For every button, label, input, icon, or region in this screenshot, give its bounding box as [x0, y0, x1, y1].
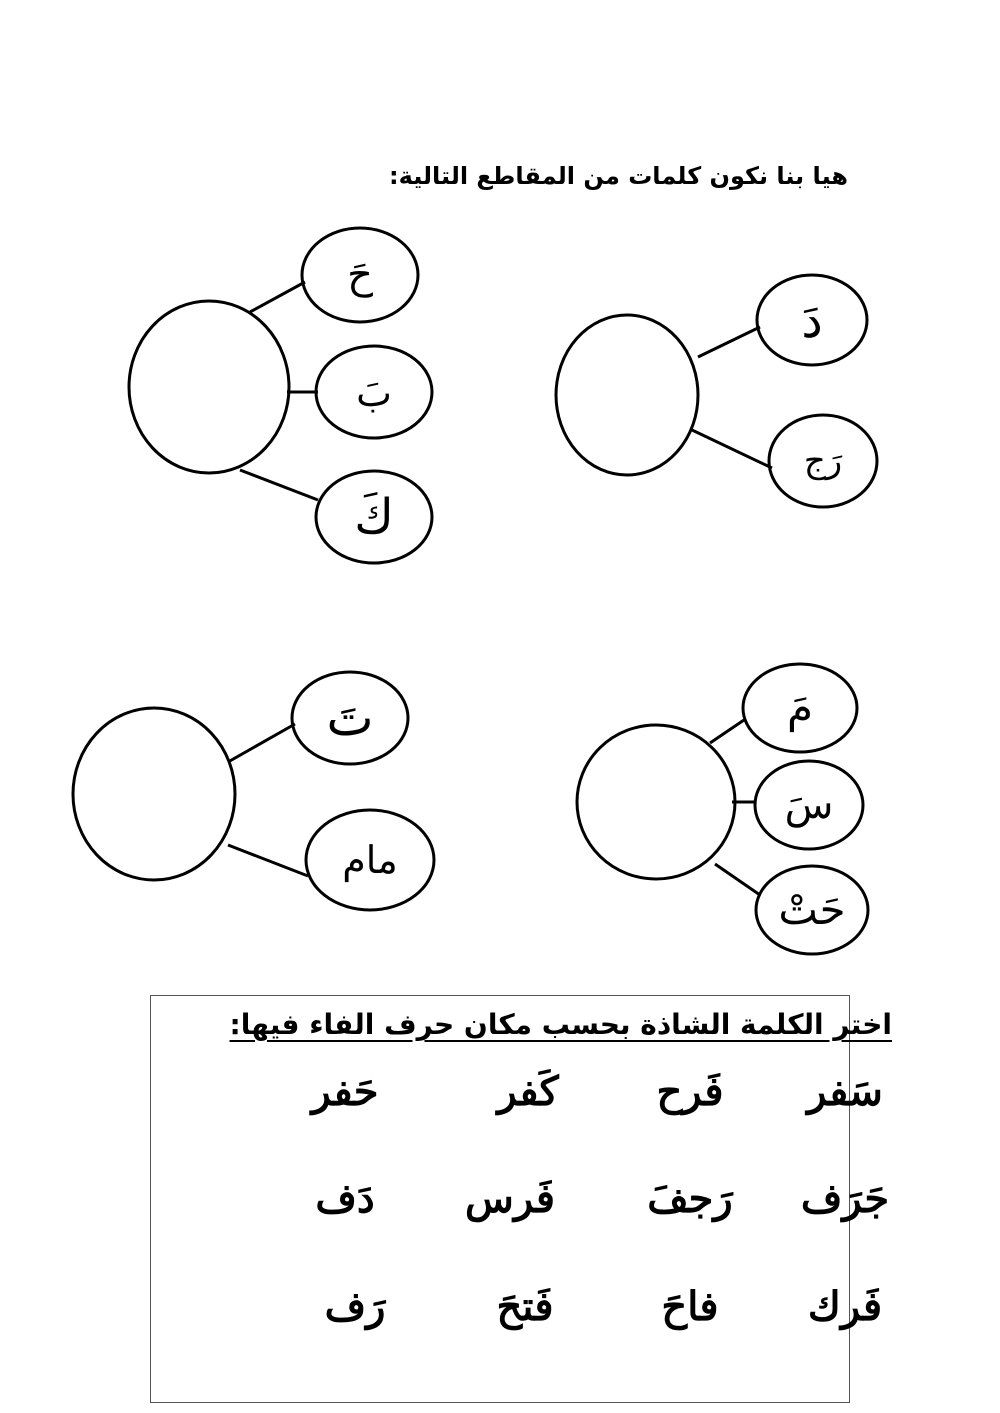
syllable-text: حَتْ — [778, 885, 846, 934]
connector-line — [692, 430, 772, 468]
answer-circle-group-2[interactable] — [556, 315, 698, 475]
connector-line — [228, 724, 295, 762]
word-option[interactable]: جَرَف — [800, 1175, 890, 1222]
exercise1-title: هيا بنا نكون كلمات من المقاطع التالية: — [389, 162, 848, 190]
syllable-text: مَ — [786, 683, 813, 732]
answer-circle-group-3[interactable] — [73, 708, 235, 880]
syllable-text: بَ — [356, 371, 392, 415]
word-option[interactable]: كَفر — [497, 1068, 559, 1115]
syllable-text: مام — [342, 838, 398, 882]
syllable-text: سَ — [784, 782, 834, 828]
word-option[interactable]: رَجفَ — [647, 1175, 733, 1222]
word-option[interactable]: دَف — [315, 1175, 375, 1222]
syllable-text: كَ — [354, 489, 394, 545]
answer-circle-group-4[interactable] — [577, 725, 735, 879]
connector-line — [698, 327, 760, 357]
connector-line — [240, 470, 318, 500]
word-option[interactable]: حَفر — [311, 1068, 379, 1115]
word-option[interactable]: فاحَ — [661, 1283, 719, 1330]
connector-line — [250, 282, 305, 312]
word-option[interactable]: سَفر — [807, 1068, 883, 1115]
syllable-text: رَج — [803, 441, 843, 481]
word-option[interactable]: فَرك — [807, 1283, 883, 1330]
connector-line — [228, 845, 308, 876]
connector-line — [710, 720, 744, 743]
syllable-text: تَ — [326, 689, 374, 747]
word-option[interactable]: فَرح — [656, 1068, 724, 1115]
syllable-text: حَ — [347, 252, 373, 298]
exercise2-title: اختر الكلمة الشاذة بحسب مكان حرف الفاء فيها: — [229, 1008, 892, 1041]
answer-circle-group-1[interactable] — [129, 301, 289, 473]
word-option[interactable]: فَتحَ — [496, 1283, 554, 1330]
word-option[interactable]: فَرس — [464, 1175, 556, 1222]
syllable-text: دَ — [801, 293, 823, 349]
word-option[interactable]: رَف — [324, 1283, 386, 1330]
connector-line — [715, 864, 760, 895]
